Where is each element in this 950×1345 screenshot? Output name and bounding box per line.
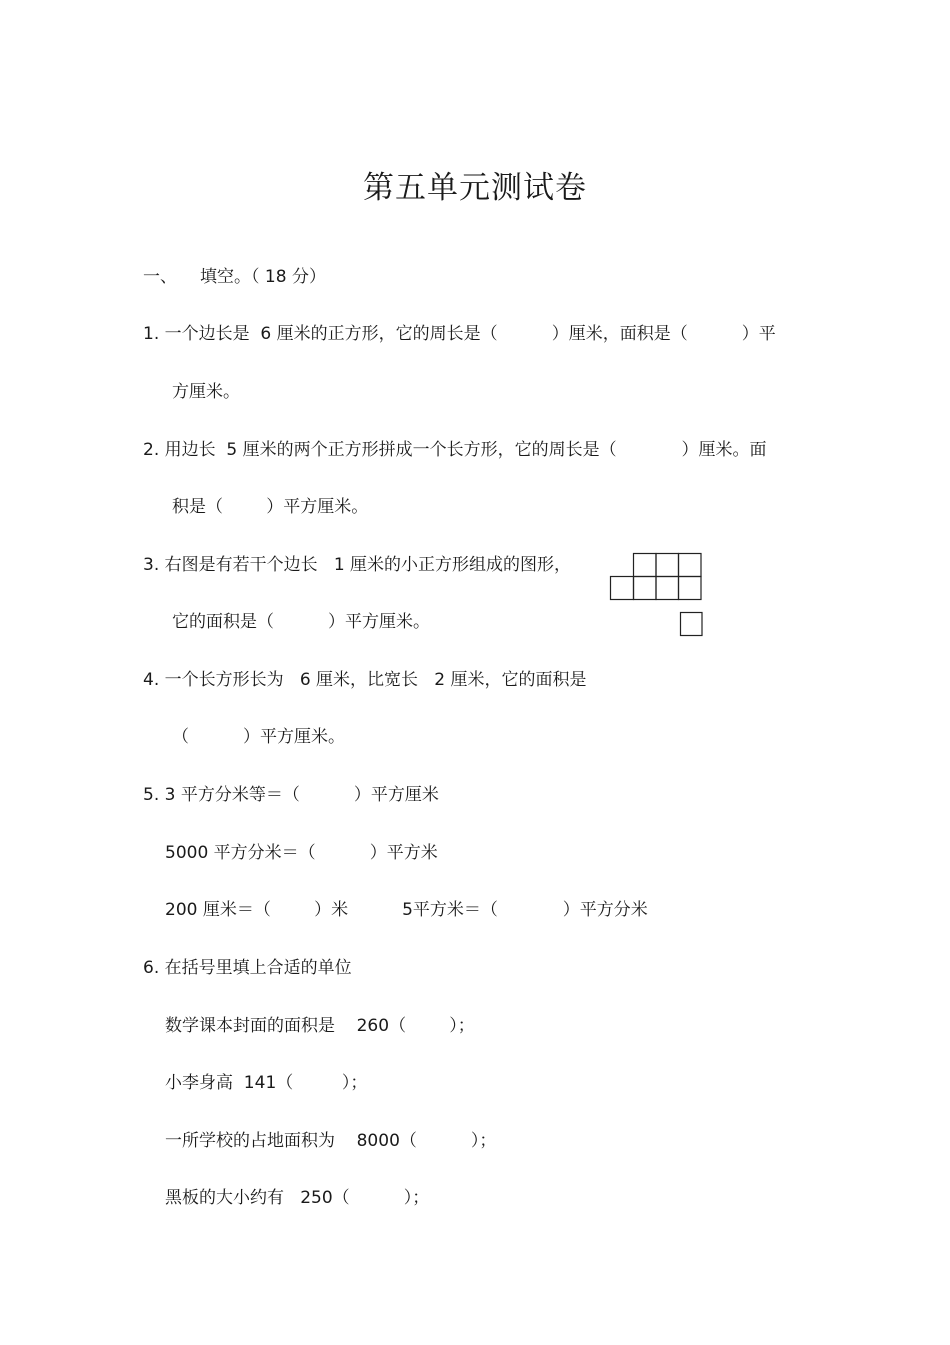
grid-square — [656, 554, 679, 577]
square-grid-drawing — [609, 551, 705, 639]
question-5-line-3: 200 厘米＝（ ）米 5平方米＝（ ）平方分米 — [165, 900, 648, 920]
page-title: 第五单元测试卷 — [363, 170, 587, 206]
question-6-item-3: 一所学校的占地面积为 8000（ ）； — [165, 1131, 497, 1151]
grid-square — [656, 577, 679, 600]
question-4-line-2: （ ）平方厘米。 — [172, 727, 346, 747]
grid-square — [611, 577, 634, 600]
grid-square — [634, 554, 657, 577]
grid-square — [634, 577, 657, 600]
square-grid-figure — [609, 551, 705, 639]
section-heading: 填空。（ 18 分） — [200, 267, 326, 287]
question-5-line-2: 5000 平方分米＝（ ）平方米 — [165, 843, 438, 863]
question-1-line-2: 方厘米。 — [172, 382, 240, 402]
question-6-item-1: 数学课本封面的面积是 260（ ）； — [165, 1016, 475, 1036]
question-1-line-1: 1. 一个边长是 6 厘米的正方形，它的周长是（ ）厘米，面积是（ ）平 — [143, 324, 776, 344]
question-4-line-1: 4. 一个长方形长为 6 厘米，比宽长 2 厘米，它的面积是 — [143, 670, 587, 690]
grid-square — [679, 554, 702, 577]
question-3-line-2: 它的面积是（ ）平方厘米。 — [172, 612, 431, 632]
question-6-item-4: 黑板的大小约有 250（ ）； — [165, 1188, 430, 1208]
question-6-item-2: 小李身高 141（ ）； — [165, 1073, 368, 1093]
question-3-line-1: 3. 右图是有若干个边长 1 厘米的小正方形组成的图形， — [143, 555, 572, 575]
question-5-line-1: 5. 3 平方分米等＝（ ）平方厘米 — [143, 785, 439, 805]
grid-square — [681, 613, 703, 636]
question-6-line-1: 6. 在括号里填上合适的单位 — [143, 958, 352, 978]
question-2-line-1: 2. 用边长 5 厘米的两个正方形拼成一个长方形，它的周长是（ ）厘米。面 — [143, 440, 767, 460]
question-2-line-2: 积是（ ）平方厘米。 — [172, 497, 369, 517]
grid-square — [679, 577, 702, 600]
section-label: 一、 — [143, 267, 177, 287]
